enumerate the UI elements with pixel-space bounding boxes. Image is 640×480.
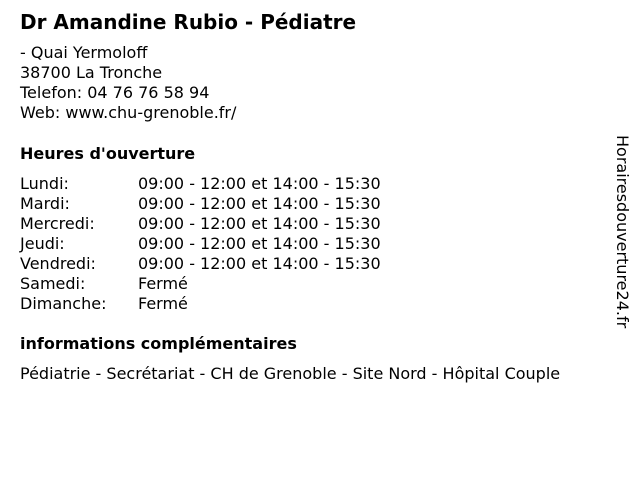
- hours-row-friday: [20, 254, 381, 274]
- day-label: Jeudi:: [20, 234, 65, 253]
- hours-row-saturday: [20, 274, 381, 294]
- time-value: 09:00 - 12:00 et 14:00 - 15:30: [138, 234, 381, 253]
- time-value: Fermé: [138, 274, 188, 293]
- hours-row-tuesday: [20, 194, 381, 214]
- hours-row-wednesday: [20, 214, 381, 234]
- time-value: 09:00 - 12:00 et 14:00 - 15:30: [138, 214, 381, 233]
- website-line: Web: www.chu-grenoble.fr/: [20, 103, 237, 122]
- time-value: Fermé: [138, 294, 188, 313]
- hours-row-monday: [20, 174, 381, 194]
- additional-info-heading: informations complémentaires: [20, 334, 297, 353]
- street-line: - Quai Yermoloff: [20, 43, 148, 62]
- day-label: Dimanche:: [20, 294, 107, 313]
- opening-hours-heading: Heures d'ouverture: [20, 144, 196, 163]
- day-label: Lundi:: [20, 174, 69, 193]
- day-label: Vendredi:: [20, 254, 96, 273]
- page-title: Dr Amandine Rubio - Pédiatre: [20, 10, 357, 34]
- time-value: 09:00 - 12:00 et 14:00 - 15:30: [138, 174, 381, 193]
- site-watermark: Horairesdouverture24.fr: [613, 135, 632, 329]
- hours-row-thursday: [20, 234, 381, 254]
- day-label: Mercredi:: [20, 214, 95, 233]
- additional-info-text: Pédiatrie - Secrétariat - CH de Grenoble - Site Nord - Hôpital Couple: [20, 364, 561, 383]
- opening-hours-table: [20, 174, 381, 314]
- hours-row-sunday: [20, 294, 381, 314]
- time-value: 09:00 - 12:00 et 14:00 - 15:30: [138, 254, 381, 273]
- day-label: Mardi:: [20, 194, 70, 213]
- address-block: [20, 43, 236, 123]
- day-label: Samedi:: [20, 274, 86, 293]
- phone-line: Telefon: 04 76 76 58 94: [20, 83, 210, 102]
- city-line: 38700 La Tronche: [20, 63, 163, 82]
- time-value: 09:00 - 12:00 et 14:00 - 15:30: [138, 194, 381, 213]
